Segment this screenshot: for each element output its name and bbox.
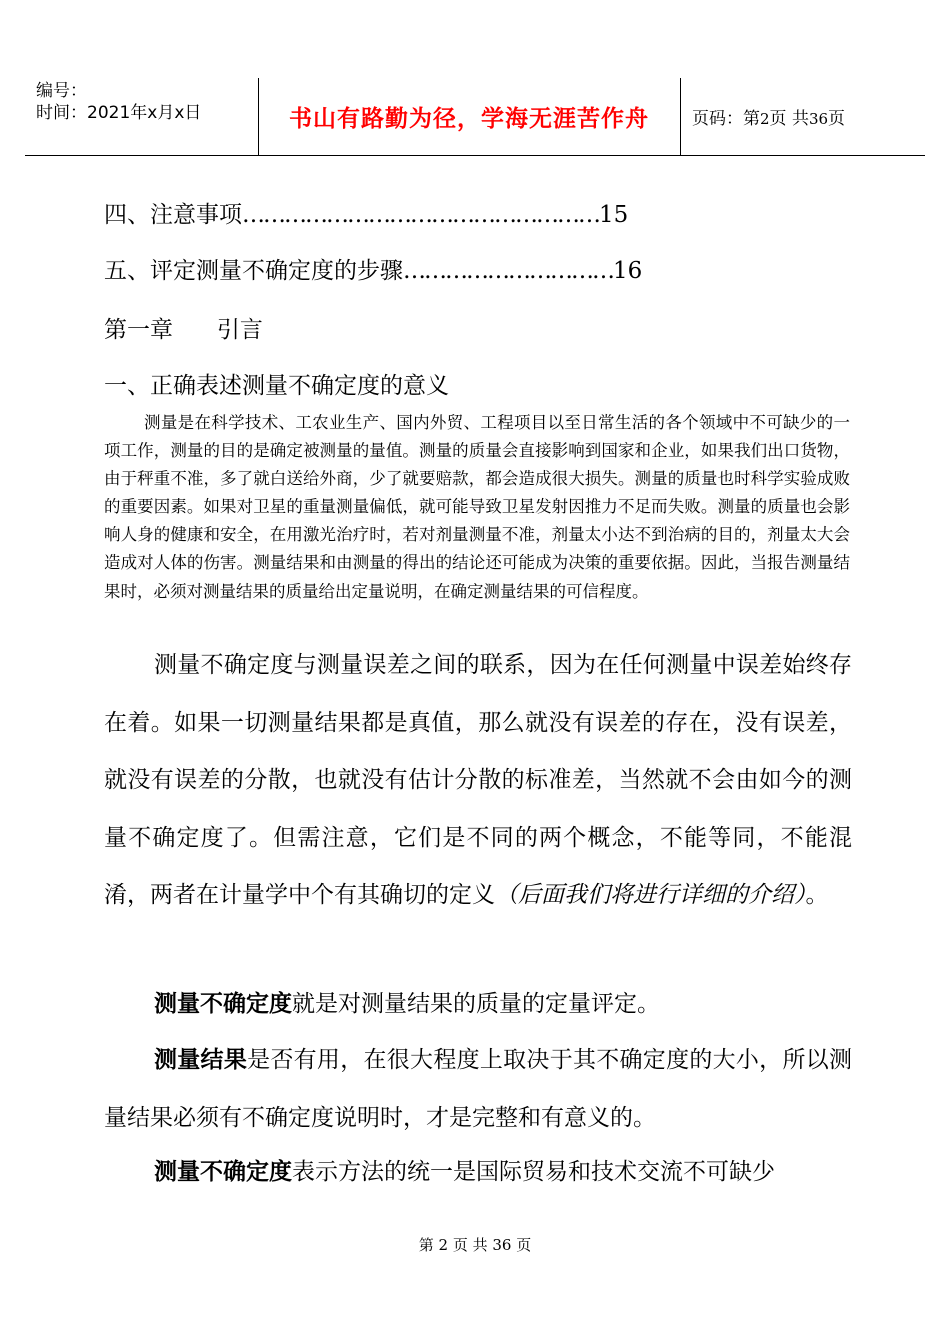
body-paragraph <box>104 637 852 925</box>
toc-title: 五、评定测量不确定度的步骤 <box>104 258 403 284</box>
header-page-info <box>692 104 845 129</box>
body-paragraph-end: 。 <box>805 882 829 909</box>
footer-total: 36 <box>492 1236 512 1254</box>
definition-text: 表示方法的统一是国际贸易和技术交流不可缺少 <box>292 1159 775 1185</box>
toc-title: 四、注意事项 <box>104 202 242 228</box>
intro-paragraph: 测量是在科学技术、工农业生产、国内外贸、工程项目以至日常生活的各个领域中不可缺少的一项工作，测量的目的是确定被测量的量值。测量的质量会直接影响到国家和企业，如果我们出口货物，由于秤重不准，多了就白送给外商，少了就要赔款，都会造成很大损失。测量的质量也时科学实验成败的重要因素。如果对卫星的重量测量偏低，就可能导致卫星发射因推力不足而失败。测量的质量也会影响人身的健康和安全，在用激光治疗时，若对剂量测量不准，剂量太小达不到治病的目的，剂量太大会造成对人体的伤害。测量结果和由测量的得出的结论还可能成为决策的重要依据。因此，当报告测量结果时，必须对测量结果的质量给出定量说明，在确定测量结果的可信程度。 <box>104 413 850 601</box>
toc-leader: …………………………………………… <box>242 202 599 228</box>
footer-mid: 页 共 <box>452 1236 488 1254</box>
footer-prefix: 第 <box>418 1236 434 1254</box>
definition-term: 测量不确定度 <box>154 991 292 1017</box>
page-prefix: 页码：第 <box>692 109 760 129</box>
definition-text: 是否有用，在很大程度上取决于其不确定度的大小，所以测量结果必须有不确定度说明时，才是完整和有意义的。 <box>104 1047 853 1131</box>
header-divider <box>680 78 681 156</box>
footer-suffix: 页 <box>516 1236 532 1254</box>
page-footer <box>0 1234 950 1255</box>
toc-leader: ………………………… <box>403 258 613 284</box>
chapter-heading: 第一章 引言 <box>104 317 263 343</box>
doc-time-label: 时间：2021年x月x日 <box>36 103 202 123</box>
definition-term: 测量不确定度 <box>154 1159 292 1185</box>
definition-paragraph <box>104 976 852 1034</box>
definition-paragraph <box>104 1144 852 1202</box>
definition-text: 就是对测量结果的质量的定量评定。 <box>292 991 660 1017</box>
footer-current: 2 <box>438 1236 449 1254</box>
toc-entry[interactable] <box>104 252 724 285</box>
definition-paragraph <box>104 1032 852 1147</box>
toc-entry[interactable] <box>104 196 724 229</box>
doc-number-label: 编号： <box>36 81 87 101</box>
header-motto: 书山有路勤为径，学海无涯苦作舟 <box>289 106 649 132</box>
toc-page: 15 <box>599 202 629 228</box>
page-header <box>0 0 950 160</box>
page-mid: 页 共 <box>769 109 809 129</box>
page-suffix: 页 <box>828 109 846 129</box>
page-current: 2 <box>760 110 770 128</box>
header-rule <box>25 155 925 156</box>
page-total: 36 <box>808 110 829 128</box>
section-heading: 一、正确表述测量不确定度的意义 <box>104 373 449 399</box>
definition-term: 测量结果 <box>154 1047 248 1073</box>
header-meta <box>36 80 201 124</box>
body-paragraph-note: （后面我们将进行详细的介绍） <box>495 882 806 909</box>
body-paragraph-text: 测量不确定度与测量误差之间的联系，因为在任何测量中误差始终存在着。如果一切测量结果都是真值，那么就没有误差的存在，没有误差，就没有误差的分散，也就没有估计分散的标准差，当然就不会由如今的测量不确定度了。但需注意，它们是不同的两个概念，不能等同，不能混淆，两者在计量学中个有其确切的定义 <box>104 652 852 909</box>
toc-page: 16 <box>613 258 643 284</box>
